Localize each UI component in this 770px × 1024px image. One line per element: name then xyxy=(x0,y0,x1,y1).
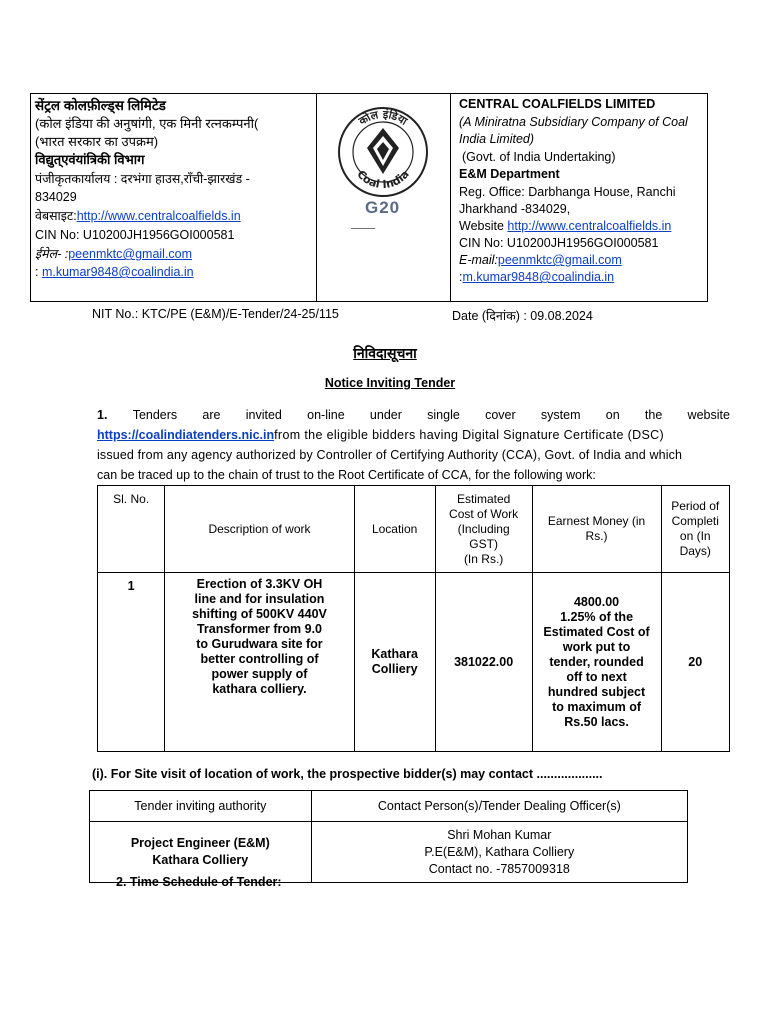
letterhead xyxy=(30,93,708,302)
cell-location xyxy=(354,573,435,752)
title-hindi: निविदासूचना xyxy=(353,345,417,361)
site-visit-note: (i). For Site visit of location of work, the prospective bidder(s) may contact ................... xyxy=(92,767,603,781)
tender-portal-link[interactable]: https://coalindiatenders.nic.in xyxy=(97,428,275,442)
hindi-pin: 834029 xyxy=(35,190,77,204)
subsidiary-line-1: (A Miniratna Subsidiary Company of Coal xyxy=(459,115,688,129)
emd-line: 1.25% of the xyxy=(560,609,634,624)
time-schedule-heading: 2. Time Schedule of Tender: xyxy=(116,875,282,889)
hindi-email-label: ईमेल- : xyxy=(35,247,69,261)
cell-earnest-money xyxy=(532,573,661,752)
office-line-1: Reg. Office: Darbhanga House, Ranchi xyxy=(459,185,676,199)
email2-prefix: : xyxy=(459,270,463,284)
email-line xyxy=(459,253,622,268)
cell-contact xyxy=(311,822,687,883)
desc-line: Transformer from 9.0 xyxy=(196,622,322,636)
para-number: 1. xyxy=(97,408,108,422)
para-line-1 xyxy=(97,405,730,425)
header-period-line: Period of xyxy=(671,499,720,513)
loc-line: Kathara xyxy=(371,647,418,661)
header-description: Description of work xyxy=(165,486,354,573)
g20-logo: G20 xyxy=(365,198,401,217)
company-name: CENTRAL COALFIELDS LIMITED xyxy=(459,97,656,111)
contact-table xyxy=(89,790,688,883)
para-word: website xyxy=(687,408,730,422)
website-label: Website xyxy=(459,219,508,233)
hindi-email2-prefix: : xyxy=(35,265,42,279)
header-location: Location xyxy=(354,486,435,573)
cin-line: CIN No: U10200JH1956GOI000581 xyxy=(459,236,659,250)
desc-line: line and for insulation xyxy=(194,592,325,606)
coal-india-logo xyxy=(335,104,431,200)
email-link-2[interactable]: m.kumar9848@coalindia.in xyxy=(462,270,615,284)
header-period xyxy=(661,486,730,573)
hindi-dept: विद्युत्एवंयांत्रिकी विभाग xyxy=(35,152,145,167)
authority-line: Project Engineer (E&M) xyxy=(130,836,270,850)
svg-text:कोल इंडिया xyxy=(355,107,410,128)
hindi-office: पंजीकृतकार्यालय : दरभंगा हाउस,राँची-झारखंड - xyxy=(35,172,250,186)
hindi-subsidiary: (कोल इंडिया की अनुषांगी, एक मिनी रत्नकम्पनी( xyxy=(35,116,259,131)
loc-line: Colliery xyxy=(371,662,418,676)
header-cost-line: Estimated xyxy=(456,491,511,506)
para-line-3: issued from any agency authorized by Controller of Certifying Authority (CCA), Govt. of India and which xyxy=(97,448,683,462)
hindi-website-link[interactable]: http://www.centralcoalfields.in xyxy=(76,209,241,223)
hindi-govt: (भारत सरकार का उपक्रम) xyxy=(35,134,159,149)
header-period-line: Days) xyxy=(679,544,711,558)
dept-line: E&M Department xyxy=(459,167,560,181)
header-earnest-money xyxy=(532,486,661,573)
para-word: the xyxy=(644,408,663,422)
govt-line: (Govt. of India Undertaking) xyxy=(462,150,616,164)
emd-line: 4800.00 xyxy=(573,594,620,609)
para-word: system xyxy=(540,408,581,422)
cell-period: 20 xyxy=(661,573,730,752)
contact-header-row xyxy=(90,791,688,822)
contact-row xyxy=(90,822,688,883)
hindi-website-label: वेबसाइट: xyxy=(35,209,77,223)
desc-line: power supply of xyxy=(211,667,308,681)
desc-line: Erection of 3.3KV OH xyxy=(196,577,323,591)
header-cost-line: Cost of Work xyxy=(449,506,519,521)
nit-date: Date (दिनांक) : 09.08.2024 xyxy=(452,309,593,323)
desc-line: kathara colliery. xyxy=(212,682,307,696)
para-line-2-rest: from the eligible bidders having Digital Signature Certificate (DSC) xyxy=(274,428,665,442)
contact-line: Shri Mohan Kumar xyxy=(447,827,552,842)
para-word: on xyxy=(605,408,620,422)
para-word: under xyxy=(369,408,402,422)
emd-line: Rs.50 lacs. xyxy=(564,714,629,729)
table-row xyxy=(98,573,730,752)
contact-line: P.E(E&M), Kathara Colliery xyxy=(424,844,575,859)
header-cost-line: GST) xyxy=(469,536,498,551)
para-word: single xyxy=(427,408,460,422)
emd-line: Estimated Cost of xyxy=(543,624,650,639)
website-line xyxy=(459,219,671,234)
email-label: E-mail: xyxy=(459,253,498,267)
title-english: Notice Inviting Tender xyxy=(324,376,456,390)
email-link-1[interactable]: peenmktc@gmail.com xyxy=(497,253,622,267)
hindi-email-line xyxy=(35,247,192,262)
hindi-email-link-1[interactable]: peenmktc@gmail.com xyxy=(68,247,193,261)
letterhead-hindi xyxy=(31,94,317,301)
para-word: Tenders xyxy=(132,408,178,422)
para-word: are xyxy=(202,408,221,422)
nit-number: NIT No.: KTC/PE (E&M)/E-Tender/24-25/115 xyxy=(92,307,339,321)
cell-sl-no: 1 xyxy=(98,573,165,752)
header-authority: Tender inviting authority xyxy=(90,791,312,822)
para-word: invited xyxy=(245,408,282,422)
emd-line: tender, rounded xyxy=(549,654,644,669)
header-contact: Contact Person(s)/Tender Dealing Officer(s) xyxy=(311,791,687,822)
emd-line: hundred subject xyxy=(547,684,646,699)
hindi-cin: CIN No: U10200JH1956GOI000581 xyxy=(35,228,235,242)
header-period-line: Completi xyxy=(671,514,719,528)
subsidiary-line-2: India Limited) xyxy=(459,132,535,146)
emd-line: off to next xyxy=(566,669,627,684)
table-header-row xyxy=(98,486,730,573)
cell-description xyxy=(165,573,354,752)
cell-estimated-cost: 381022.00 xyxy=(435,573,532,752)
header-period-line: on (In xyxy=(679,529,711,543)
email-line-2 xyxy=(459,270,614,285)
desc-line: shifting of 500KV 440V xyxy=(192,607,327,621)
letterhead-logo xyxy=(317,94,451,301)
work-table xyxy=(97,485,730,752)
desc-line: better controlling of xyxy=(200,652,319,666)
para-word: cover xyxy=(485,408,516,422)
hindi-website-line xyxy=(35,209,241,224)
header-cost-line: (In Rs.) xyxy=(463,551,504,566)
header-cost-line: (Including xyxy=(457,521,510,536)
para-line-2 xyxy=(97,425,730,445)
hindi-email-link-2[interactable]: m.kumar9848@coalindia.in xyxy=(41,265,194,279)
office-line-2: Jharkhand -834029, xyxy=(459,202,571,216)
emd-line: work put to xyxy=(562,639,631,654)
letterhead-english xyxy=(451,94,707,301)
logo-top-text: कोल इंडिया xyxy=(356,107,410,128)
cell-authority xyxy=(90,822,312,883)
hindi-email-line-2 xyxy=(35,265,194,280)
tender-paragraph xyxy=(97,405,730,485)
header-sl-no: Sl. No. xyxy=(98,486,165,573)
website-link[interactable]: http://www.centralcoalfields.in xyxy=(507,219,672,233)
authority-line: Kathara Colliery xyxy=(152,853,249,867)
contact-line: Contact no. -7857009318 xyxy=(428,861,570,876)
desc-line: to Gurudwara site for xyxy=(196,637,323,651)
emd-line: to maximum of xyxy=(552,699,641,714)
header-emd-line: Earnest Money (in xyxy=(547,514,646,528)
g20-sub: ━━━━━━━━ xyxy=(351,226,376,232)
header-estimated-cost xyxy=(435,486,532,573)
para-line-4: can be traced up to the chain of trust to the Root Certificate of CCA, for the following work: xyxy=(97,468,596,482)
header-emd-line: Rs.) xyxy=(585,529,608,543)
logo-bottom-text: Coal India xyxy=(354,167,412,192)
para-word: on-line xyxy=(307,408,345,422)
hindi-company-name: सेंट्रल कोलफ़ील्ड्स लिमिटेड xyxy=(35,98,166,113)
